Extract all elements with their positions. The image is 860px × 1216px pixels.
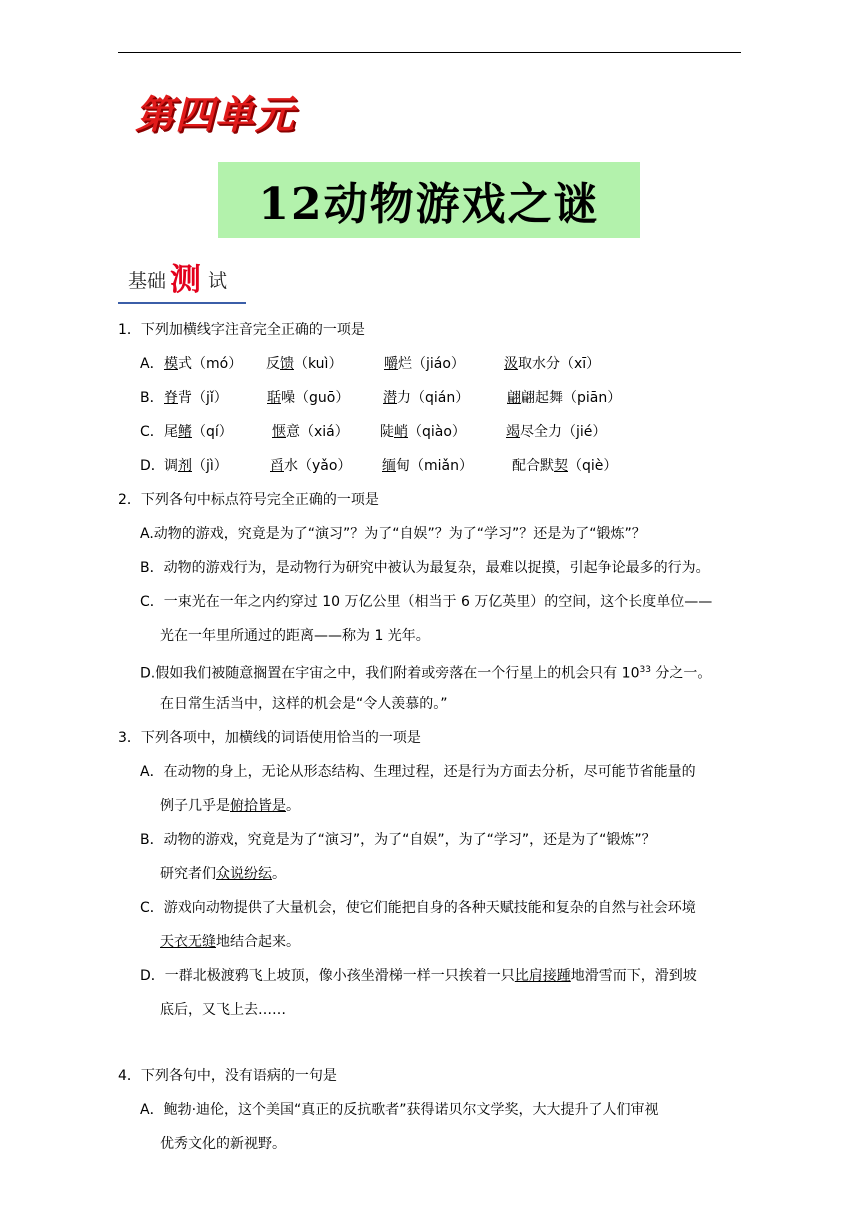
q3-option-a-line1: A．在动物的身上，无论从形态结构、生理过程，还是行为方面去分析，尽可能节省能量的 [140,764,696,780]
underlined-char: 鳍 [178,424,192,440]
option-text: 尽全力（jié） [520,424,607,440]
q2-option-c-line1: C．一束光在一年之内约穿过 10 万亿公里（相当于 6 万亿英里）的空间，这个长度单位—— [140,594,713,610]
option-text: （kuì） [294,356,343,372]
option-label: B． [140,390,164,406]
q2-stem: 2．下列各句中标点符号完全正确的一项是 [118,492,379,508]
q2-option-d-line2: 在日常生活当中，这样的机会是“令人羡慕的。” [160,696,448,712]
underlined-phrase: 众说纷纭 [216,866,272,882]
option-text: （qí） [192,424,233,440]
q3-option-c-line2 [160,932,300,952]
option-text: 地结合起来。 [216,934,300,950]
underlined-char: 潜 [383,390,397,406]
option-label: C． [140,424,164,440]
q2-option-c-line2: 光在一年里所通过的距离——称为 1 光年。 [160,628,430,644]
option-text: 反 [266,356,280,372]
section-label-part1: 基础 [128,270,167,292]
underlined-char: 舀 [270,458,284,474]
option-text: （qiè） [568,458,618,474]
underlined-char: 契 [554,458,568,474]
option-label: D． [140,458,165,474]
underlined-char: 惬 [272,424,286,440]
option-text: 噪（guō） [281,390,350,406]
option-text: 甸（miǎn） [396,458,473,474]
q1-option-a [140,354,740,374]
q2-option-a: A.动物的游戏，究竟是为了“演习”？为了“自娱”？为了“学习”？还是为了“锻炼”？ [140,526,646,542]
underlined-char: 聒 [267,390,281,406]
underlined-char: 峭 [394,424,408,440]
underlined-char: 汲 [504,356,518,372]
option-text: 力（qián） [397,390,470,406]
option-text: 陡 [380,424,394,440]
lesson-title-banner [218,162,640,238]
q4-option-a-line2: 优秀文化的新视野。 [160,1136,286,1152]
option-text: 。 [272,866,286,882]
q3-option-b-line2 [160,864,286,884]
underlined-phrase: 天衣无缝 [160,934,216,950]
q3-option-d-line1 [140,966,697,986]
option-text: 尾 [164,424,178,440]
exponent: 33 [639,665,651,675]
option-text: （qiào） [408,424,466,440]
option-text: D.假如我们被随意搁置在宇宙之中，我们附着或旁落在一个行星上的机会只有 10 [140,665,640,682]
unit-title: 第四单元 [135,93,296,138]
section-badge [118,252,246,304]
q3-option-d-line2: 底后，又飞上去…… [160,1002,286,1018]
option-text: 调 [164,458,178,474]
option-text: D．一群北极渡鸦飞上坡顶，像小孩坐滑梯一样一只挨着一只 [140,968,515,984]
option-text: 例子几乎是 [160,798,230,814]
underlined-char: 脊 [164,390,178,406]
underlined-char: 竭 [506,424,520,440]
option-text: 水（yǎo） [284,458,352,474]
q1-option-b [140,388,740,408]
section-label-part3: 试 [208,270,228,292]
q3-stem: 3．下列各项中，加横线的词语使用恰当的一项是 [118,730,421,746]
q3-option-b-line1: B．动物的游戏，究竟是为了“演习”，为了“自娱”，为了“学习”，还是为了“锻炼”？ [140,832,656,848]
lesson-title: 12动物游戏之谜 [258,179,600,230]
option-text: 取水分（xī） [518,356,601,372]
option-text: 地滑雪而下，滑到坡 [570,968,697,984]
option-text: 分之一。 [650,665,712,682]
option-text: 配合默 [512,458,554,474]
q4-stem: 4．下列各句中，没有语病的一句是 [118,1068,337,1084]
section-label-part2: 测 [170,262,201,298]
option-text: 研究者们 [160,866,216,882]
underlined-char: 缅 [382,458,396,474]
underlined-char: 剂 [178,458,192,474]
option-text: 烂（jiáo） [398,356,465,372]
q1-option-c [140,422,740,442]
q4-option-a-line1: A．鲍勃·迪伦，这个美国“真正的反抗歌者”获得诺贝尔文学奖，大大提升了人们审视 [140,1102,659,1118]
option-text: 意（xiá） [286,424,349,440]
q3-option-a-line2 [160,796,300,816]
underlined-phrase: 俯拾皆是 [230,798,286,814]
q1-stem: 1．下列加横线字注音完全正确的一项是 [118,322,365,338]
q2-option-d-line1 [140,660,711,684]
underlined-char: 嚼 [384,356,398,372]
option-text: 式（mó） [178,356,243,372]
option-label: A． [140,356,164,372]
q2-option-b: B．动物的游戏行为，是动物行为研究中被认为最复杂，最难以捉摸，引起争论最多的行为。 [140,560,710,576]
q3-option-c-line1: C．游戏向动物提供了大量机会，使它们能把自身的各种天赋技能和复杂的自然与社会环境 [140,900,696,916]
option-text: 。 [286,798,300,814]
underlined-char: 模 [164,356,178,372]
underlined-phrase: 比肩接踵 [514,968,571,984]
underlined-char: 馈 [280,356,294,372]
header-rule [118,52,741,53]
option-text: 翩起舞（piān） [521,390,622,406]
option-text: （jì） [192,458,228,474]
option-text: 背（jǐ） [178,390,228,406]
underlined-char: 翩 [507,390,521,406]
q1-option-d [140,456,740,476]
